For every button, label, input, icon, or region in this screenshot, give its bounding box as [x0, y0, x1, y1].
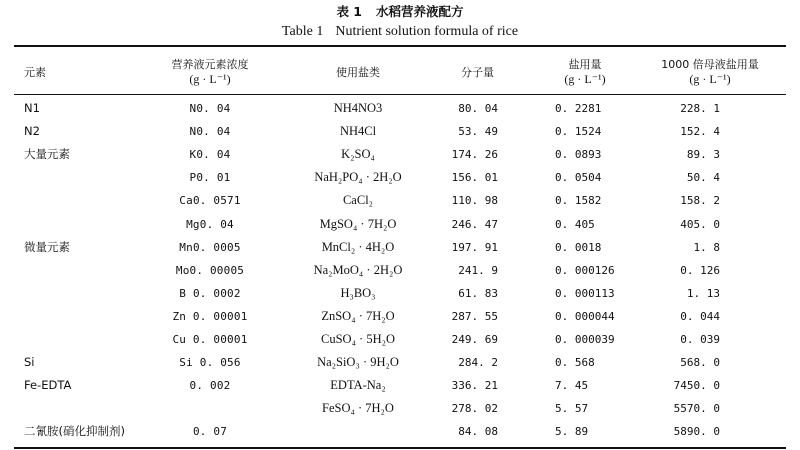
- cell-element: Si: [24, 355, 35, 370]
- header-concentration: [150, 52, 270, 92]
- cell-molecular-weight: 53. 49: [458, 125, 498, 139]
- cell-concentration: Si 0. 056: [179, 356, 241, 370]
- table-row: [0, 282, 800, 305]
- cell-stock-amount: 1. 13: [686, 286, 720, 300]
- cell-molecular-weight: 278. 02: [451, 402, 498, 416]
- cell-stock-amount: 152. 4: [680, 125, 720, 139]
- cell-salt: CaCl₂: [342, 193, 374, 208]
- cell-concentration: K0. 04: [189, 148, 231, 162]
- header-molecular-weight-label: 分子量: [461, 65, 494, 79]
- cell-salt: Na₂MoO₄ · 2H₂O: [313, 262, 403, 277]
- cell-salt: ZnSO₄ · 7H₂O: [321, 308, 395, 323]
- cell-salt-amount: 5. 89: [555, 425, 589, 439]
- table-caption-chinese: [0, 4, 800, 20]
- cell-stock-amount: 568. 0: [680, 356, 720, 370]
- table-row: [0, 213, 800, 236]
- cell-salt: CuSO₄ · 5H₂O: [321, 332, 395, 346]
- cell-concentration: N0. 04: [189, 125, 231, 139]
- table-row: [0, 97, 800, 120]
- cell-concentration: B 0. 0002: [179, 286, 241, 300]
- cell-concentration: Mn0. 0005: [179, 240, 241, 254]
- header-molecular-weight: [440, 52, 515, 92]
- cell-molecular-weight: 174. 26: [451, 148, 498, 162]
- cell-concentration: Cu 0. 00001: [172, 333, 248, 346]
- caption-en-title: Nutrient solution formula of rice: [335, 24, 519, 39]
- header-stock-amount: [640, 52, 780, 92]
- header-salt: [283, 52, 433, 92]
- cell-salt-amount: 0. 0504: [555, 171, 602, 185]
- cell-salt-amount: 0. 0893: [555, 148, 602, 162]
- cell-salt: H₃BO₃: [340, 285, 376, 300]
- cell-salt-amount: 0. 568: [555, 356, 595, 370]
- header-element-label: 元素: [24, 65, 46, 79]
- cell-molecular-weight: 110. 98: [451, 194, 498, 208]
- table-top-rule: [14, 45, 786, 47]
- cell-salt-amount: 0. 000126: [555, 263, 615, 277]
- cell-salt: [283, 420, 433, 443]
- cell-molecular-weight: 80. 04: [458, 102, 498, 115]
- cell-salt-amount: 0. 000113: [555, 286, 615, 300]
- cell-concentration: Mg0. 04: [186, 217, 234, 231]
- table-row: [0, 166, 800, 189]
- cell-salt-amount: 0. 1524: [555, 125, 602, 139]
- table-row: [0, 143, 800, 166]
- cell-element: 微量元素: [24, 239, 70, 254]
- caption-cn-label: 表 1: [336, 4, 363, 19]
- cell-salt-amount: 7. 45: [555, 379, 589, 393]
- table-row: [0, 259, 800, 282]
- cell-molecular-weight: 84. 08: [458, 425, 498, 439]
- cell-concentration: Ca0. 0571: [179, 194, 241, 208]
- cell-salt: MnCl₂ · 4H₂O: [321, 239, 395, 254]
- cell-salt-amount: 0. 405: [555, 217, 595, 231]
- table-row: [0, 420, 800, 443]
- header-salt-amount: [540, 52, 630, 92]
- cell-salt-amount: 5. 57: [555, 402, 589, 416]
- cell-salt: MgSO₄ · 7H₂O: [319, 216, 397, 231]
- cell-salt-amount: 0. 1582: [555, 194, 602, 208]
- header-salt-amount-unit: (g · L⁻¹): [564, 72, 606, 86]
- cell-salt: FeSO₄ · 7H₂O: [322, 401, 394, 416]
- table-row: [0, 120, 800, 143]
- cell-salt-amount: 0. 0018: [555, 240, 602, 254]
- cell-stock-amount: 1. 8: [693, 240, 720, 254]
- cell-concentration: N0. 04: [189, 102, 231, 115]
- cell-salt: NaH₂PO₄ · 2H₂O: [314, 170, 402, 185]
- cell-molecular-weight: 241. 9: [458, 263, 498, 277]
- cell-element: 大量元素: [24, 147, 70, 162]
- header-salt-label: 使用盐类: [336, 65, 380, 79]
- table-row: [0, 328, 800, 351]
- cell-salt-amount: 0. 000039: [555, 333, 615, 346]
- caption-en-label: Table 1: [281, 24, 324, 39]
- cell-stock-amount: 89. 3: [686, 148, 720, 162]
- cell-element: N1: [24, 101, 40, 115]
- cell-stock-amount: 0. 044: [680, 309, 720, 323]
- cell-stock-amount: 5890. 0: [673, 425, 720, 439]
- cell-molecular-weight: 61. 83: [458, 286, 498, 300]
- cell-salt: NH4Cl: [339, 124, 377, 139]
- table-caption-english: [0, 24, 800, 40]
- cell-salt: NH4NO3: [333, 101, 383, 115]
- cell-element: N2: [24, 124, 40, 139]
- cell-concentration: 0. 002: [189, 379, 231, 393]
- cell-salt: K₂SO₄: [341, 147, 375, 162]
- cell-salt-amount: 0. 2281: [555, 102, 602, 115]
- header-element: [24, 52, 46, 92]
- table-row: [0, 305, 800, 328]
- cell-salt-amount: 0. 000044: [555, 309, 615, 323]
- caption-cn-title: 水稻营养液配方: [376, 4, 464, 19]
- cell-concentration: 0. 07: [192, 425, 228, 439]
- cell-molecular-weight: 197. 91: [451, 240, 498, 254]
- header-stock-amount-label: 1000 倍母液盐用量: [661, 58, 759, 71]
- table-header-rule: [14, 94, 786, 95]
- table-bottom-rule: [14, 447, 786, 449]
- cell-concentration: P0. 01: [189, 171, 231, 185]
- cell-stock-amount: 5570. 0: [673, 402, 720, 416]
- table-row: [0, 236, 800, 259]
- cell-molecular-weight: 336. 21: [451, 379, 498, 393]
- cell-stock-amount: 0. 126: [680, 263, 720, 277]
- cell-molecular-weight: 246. 47: [451, 217, 498, 231]
- cell-molecular-weight: 249. 69: [451, 333, 498, 346]
- table-row: [0, 374, 800, 397]
- cell-salt: EDTA-Na₂: [330, 378, 386, 393]
- table-row: [0, 189, 800, 212]
- cell-element: 二氰胺(硝化抑制剂): [24, 424, 125, 439]
- cell-molecular-weight: 156. 01: [451, 171, 498, 185]
- cell-molecular-weight: 284. 2: [458, 356, 498, 370]
- cell-concentration: [150, 397, 270, 420]
- cell-salt: Na₂SiO₃ · 9H₂O: [317, 355, 399, 370]
- header-concentration-label: 营养液元素浓度: [171, 58, 249, 71]
- cell-stock-amount: 228. 1: [680, 102, 720, 115]
- cell-stock-amount: 0. 039: [680, 333, 720, 346]
- cell-stock-amount: 158. 2: [680, 194, 720, 208]
- header-salt-amount-label: 盐用量: [568, 58, 602, 71]
- cell-element: Fe-EDTA: [24, 378, 72, 393]
- table-row: [0, 397, 800, 420]
- cell-stock-amount: 50. 4: [686, 171, 720, 185]
- table-row: [0, 351, 800, 374]
- cell-stock-amount: 405. 0: [680, 217, 720, 231]
- cell-concentration: Mo0. 00005: [175, 263, 245, 277]
- header-stock-amount-unit: (g · L⁻¹): [689, 72, 731, 86]
- cell-molecular-weight: 287. 55: [451, 309, 498, 323]
- cell-concentration: Zn 0. 00001: [172, 309, 248, 323]
- header-concentration-unit: (g · L⁻¹): [189, 72, 231, 86]
- cell-stock-amount: 7450. 0: [673, 379, 720, 393]
